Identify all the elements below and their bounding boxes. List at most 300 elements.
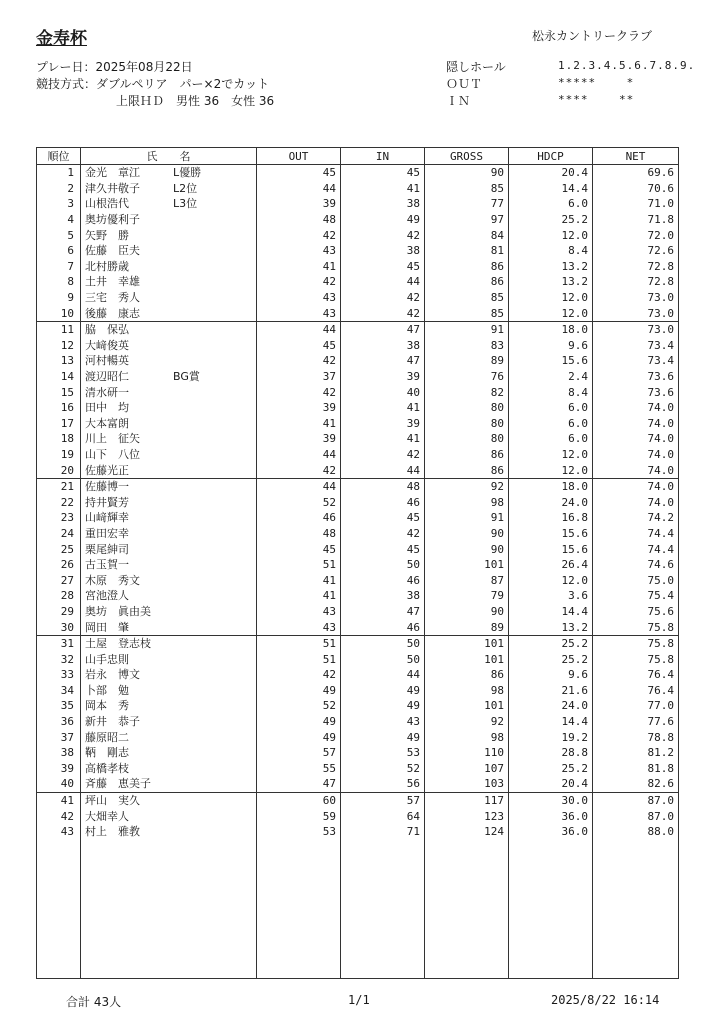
hdcp-cell: 12.0	[509, 290, 593, 306]
table-row	[37, 604, 679, 620]
out-cell: 39	[257, 196, 341, 212]
in-cell: 44	[341, 462, 425, 478]
name-cell	[81, 462, 257, 478]
out-cell: 45	[257, 165, 341, 181]
table-row	[37, 305, 679, 321]
table-row	[37, 259, 679, 275]
gross-cell: 80	[425, 416, 509, 432]
player-name: 大畑幸人	[85, 809, 129, 823]
in-cell: 41	[341, 431, 425, 447]
out-cell: 46	[257, 510, 341, 526]
hdcp-cell: 36.0	[509, 824, 593, 840]
player-name: 鞆 剛志	[85, 746, 129, 760]
empty-cell	[81, 840, 257, 979]
in-cell: 41	[341, 181, 425, 197]
table-row	[37, 400, 679, 416]
hdcp-cell: 12.0	[509, 227, 593, 243]
table-row	[37, 776, 679, 792]
in-cell: 44	[341, 667, 425, 683]
rank-cell: 21	[37, 478, 81, 494]
rank-cell: 23	[37, 510, 81, 526]
player-name: 後藤 康志	[85, 306, 140, 320]
player-name: 山手忠則	[85, 652, 129, 666]
net-cell: 75.8	[593, 635, 679, 651]
table-row	[37, 462, 679, 478]
name-cell	[81, 604, 257, 620]
hdcp-cell: 12.0	[509, 305, 593, 321]
player-name: 佐藤博一	[85, 480, 129, 494]
in-cell: 46	[341, 572, 425, 588]
in-cell: 47	[341, 604, 425, 620]
in-cell: 50	[341, 557, 425, 573]
hidden-holes-value: 1.2.3.4.5.6.7.8.9.	[558, 59, 696, 72]
rank-cell: 43	[37, 824, 81, 840]
gross-cell: 85	[425, 305, 509, 321]
gross-cell: 98	[425, 683, 509, 699]
out-cell: 52	[257, 494, 341, 510]
rank-cell: 22	[37, 494, 81, 510]
out-cell: 42	[257, 274, 341, 290]
gross-cell: 80	[425, 431, 509, 447]
gross-cell: 86	[425, 259, 509, 275]
name-cell	[81, 243, 257, 259]
out-cell: 45	[257, 541, 341, 557]
net-cell: 76.4	[593, 667, 679, 683]
rank-cell: 6	[37, 243, 81, 259]
name-cell	[81, 384, 257, 400]
hdcp-cell: 21.6	[509, 683, 593, 699]
hdcp-cell: 8.4	[509, 243, 593, 259]
rank-cell: 30	[37, 619, 81, 635]
rank-cell: 3	[37, 196, 81, 212]
table-row	[37, 181, 679, 197]
gross-cell: 101	[425, 698, 509, 714]
hidden-holes-label: 隠しホール	[446, 60, 506, 74]
in-cell: 42	[341, 290, 425, 306]
in-cell: 44	[341, 274, 425, 290]
gross-cell: 90	[425, 541, 509, 557]
player-name: 藤原昭二	[85, 730, 129, 744]
player-name: 岩永 博文	[85, 668, 140, 682]
table-row	[37, 557, 679, 573]
player-name: 栗尾紳司	[85, 542, 129, 556]
net-cell: 74.0	[593, 416, 679, 432]
rank-cell: 14	[37, 369, 81, 385]
table-row	[37, 196, 679, 212]
table-row	[37, 384, 679, 400]
name-cell	[81, 274, 257, 290]
in-cell: 42	[341, 305, 425, 321]
net-cell: 74.0	[593, 431, 679, 447]
net-cell: 73.4	[593, 353, 679, 369]
in-cell: 49	[341, 212, 425, 228]
hdcp-cell: 6.0	[509, 196, 593, 212]
empty-rows-area	[37, 840, 679, 979]
player-name: 土屋 登志枝	[85, 637, 151, 651]
rank-cell: 34	[37, 683, 81, 699]
col-header-in: IN	[341, 148, 425, 165]
gross-cell: 86	[425, 274, 509, 290]
award-label: L3位	[173, 197, 198, 211]
in-cell: 57	[341, 792, 425, 808]
out-cell: 44	[257, 478, 341, 494]
gross-cell: 92	[425, 714, 509, 730]
player-name: 河村暢英	[85, 354, 129, 368]
hdcp-cell: 12.0	[509, 462, 593, 478]
table-row	[37, 274, 679, 290]
net-cell: 72.8	[593, 274, 679, 290]
hdcp-cell: 12.0	[509, 572, 593, 588]
out-cell: 42	[257, 462, 341, 478]
out-cell: 37	[257, 369, 341, 385]
player-name: 村上 雅教	[85, 825, 140, 839]
table-row	[37, 227, 679, 243]
page-number: 1/1	[348, 993, 370, 1007]
net-cell: 75.4	[593, 588, 679, 604]
net-cell: 74.0	[593, 494, 679, 510]
hdcp-cell: 2.4	[509, 369, 593, 385]
table-row	[37, 165, 679, 181]
gross-cell: 85	[425, 181, 509, 197]
hdcp-cell: 24.0	[509, 698, 593, 714]
table-row	[37, 761, 679, 777]
out-cell: 44	[257, 321, 341, 337]
gross-cell: 89	[425, 619, 509, 635]
gross-cell: 91	[425, 510, 509, 526]
table-header-row	[37, 148, 679, 165]
out-cell: 49	[257, 729, 341, 745]
out-cell: 39	[257, 400, 341, 416]
rank-cell: 36	[37, 714, 81, 730]
rank-cell: 12	[37, 338, 81, 354]
hdcp-cell: 24.0	[509, 494, 593, 510]
empty-cell	[593, 840, 679, 979]
in-cell: 38	[341, 243, 425, 259]
hdcp-cell: 25.2	[509, 212, 593, 228]
net-cell: 75.8	[593, 619, 679, 635]
hdcp-cell: 13.2	[509, 274, 593, 290]
rank-cell: 42	[37, 808, 81, 824]
gross-cell: 92	[425, 478, 509, 494]
out-cell: 48	[257, 526, 341, 542]
out-cell: 43	[257, 619, 341, 635]
name-cell	[81, 776, 257, 792]
in-hidden-marks: **** **	[558, 93, 635, 106]
col-header-name: 氏 名	[81, 148, 257, 165]
name-cell	[81, 635, 257, 651]
hdcp-cell: 13.2	[509, 259, 593, 275]
hdcp-cell: 9.6	[509, 338, 593, 354]
table-row	[37, 792, 679, 808]
player-name: 北村勝歳	[85, 259, 129, 273]
hdcp-cell: 14.4	[509, 181, 593, 197]
name-cell	[81, 259, 257, 275]
in-cell: 50	[341, 651, 425, 667]
in-cell: 39	[341, 416, 425, 432]
net-cell: 82.6	[593, 776, 679, 792]
player-name: 山﨑輝幸	[85, 511, 129, 525]
rank-cell: 17	[37, 416, 81, 432]
out-cell: 42	[257, 227, 341, 243]
gross-cell: 86	[425, 667, 509, 683]
player-name: 卜部 勉	[85, 683, 129, 697]
net-cell: 77.6	[593, 714, 679, 730]
table-row	[37, 447, 679, 463]
rank-cell: 28	[37, 588, 81, 604]
out-hidden-marks: ***** *	[558, 76, 635, 89]
net-cell: 73.4	[593, 338, 679, 354]
hdcp-cell: 6.0	[509, 431, 593, 447]
player-name: 脇 保弘	[85, 323, 129, 337]
player-name: 津久井敬子	[85, 181, 140, 195]
hdcp-cell: 26.4	[509, 557, 593, 573]
net-cell: 78.8	[593, 729, 679, 745]
player-name: 清水研一	[85, 385, 129, 399]
hdcp-cell: 6.0	[509, 400, 593, 416]
hdcp-cell: 25.2	[509, 651, 593, 667]
player-name: 田中 均	[85, 401, 129, 415]
player-name: 渡辺昭仁	[85, 370, 129, 384]
gross-cell: 82	[425, 384, 509, 400]
hdcp-cell: 20.4	[509, 165, 593, 181]
rank-cell: 24	[37, 526, 81, 542]
rank-cell: 5	[37, 227, 81, 243]
name-cell	[81, 729, 257, 745]
rank-cell: 19	[37, 447, 81, 463]
out-cell: 51	[257, 651, 341, 667]
in-cell: 45	[341, 510, 425, 526]
net-cell: 71.0	[593, 196, 679, 212]
player-name: 高橋孝枝	[85, 761, 129, 775]
in-cell: 39	[341, 369, 425, 385]
gross-cell: 101	[425, 651, 509, 667]
table-row	[37, 416, 679, 432]
gross-cell: 79	[425, 588, 509, 604]
gross-cell: 90	[425, 165, 509, 181]
name-cell	[81, 572, 257, 588]
table-row	[37, 683, 679, 699]
rank-cell: 9	[37, 290, 81, 306]
net-cell: 74.0	[593, 478, 679, 494]
table-row	[37, 212, 679, 228]
net-cell: 72.6	[593, 243, 679, 259]
rank-cell: 31	[37, 635, 81, 651]
total-players: 合計 43人	[66, 995, 122, 1009]
out-cell: 41	[257, 572, 341, 588]
rank-cell: 33	[37, 667, 81, 683]
out-cell: 41	[257, 416, 341, 432]
net-cell: 74.2	[593, 510, 679, 526]
player-name: 大本富朗	[85, 416, 129, 430]
hdcp-cell: 3.6	[509, 588, 593, 604]
out-cell: 42	[257, 667, 341, 683]
name-cell	[81, 745, 257, 761]
award-label: BG賞	[173, 370, 200, 384]
hdcp-cell: 25.2	[509, 635, 593, 651]
hdcp-cell: 25.2	[509, 761, 593, 777]
table-row	[37, 651, 679, 667]
in-cell: 42	[341, 227, 425, 243]
in-cell: 41	[341, 400, 425, 416]
out-cell: 44	[257, 181, 341, 197]
rank-cell: 25	[37, 541, 81, 557]
gross-cell: 87	[425, 572, 509, 588]
name-cell	[81, 824, 257, 840]
net-cell: 73.6	[593, 369, 679, 385]
player-name: 山根浩代	[85, 197, 129, 211]
gross-cell: 98	[425, 494, 509, 510]
name-cell	[81, 338, 257, 354]
out-cell: 49	[257, 714, 341, 730]
hdcp-cell: 36.0	[509, 808, 593, 824]
rank-cell: 18	[37, 431, 81, 447]
out-cell: 42	[257, 353, 341, 369]
hdcp-cell: 15.6	[509, 526, 593, 542]
table-row	[37, 321, 679, 337]
out-cell: 44	[257, 447, 341, 463]
club-name: 松永カントリークラブ	[532, 29, 653, 43]
rank-cell: 10	[37, 305, 81, 321]
table-row	[37, 338, 679, 354]
table-row	[37, 431, 679, 447]
table-row	[37, 478, 679, 494]
col-header-hdcp: HDCP	[509, 148, 593, 165]
rank-cell: 4	[37, 212, 81, 228]
name-cell	[81, 619, 257, 635]
gross-cell: 80	[425, 400, 509, 416]
player-name: 土井 幸雄	[85, 275, 140, 289]
out-cell: 43	[257, 305, 341, 321]
play-date: プレー日：2025年08月22日	[36, 60, 193, 74]
net-cell: 74.6	[593, 557, 679, 573]
table-row	[37, 353, 679, 369]
hdcp-cell: 18.0	[509, 478, 593, 494]
gross-cell: 98	[425, 729, 509, 745]
name-cell	[81, 447, 257, 463]
out-cell: 45	[257, 338, 341, 354]
out-label: ＯＵＴ	[446, 77, 483, 91]
name-cell	[81, 181, 257, 197]
table-row	[37, 541, 679, 557]
hdcp-cell: 16.8	[509, 510, 593, 526]
hdcp-cell: 28.8	[509, 745, 593, 761]
net-cell: 74.0	[593, 400, 679, 416]
hdcp-cell: 14.4	[509, 714, 593, 730]
gross-cell: 86	[425, 447, 509, 463]
name-cell	[81, 227, 257, 243]
player-name: 佐藤 臣夫	[85, 244, 140, 258]
in-cell: 45	[341, 541, 425, 557]
rank-cell: 8	[37, 274, 81, 290]
name-cell	[81, 651, 257, 667]
in-label: ＩＮ	[446, 94, 471, 108]
gross-cell: 85	[425, 290, 509, 306]
player-name: 岡田 肇	[85, 620, 129, 634]
in-cell: 45	[341, 165, 425, 181]
rank-cell: 37	[37, 729, 81, 745]
table-row	[37, 808, 679, 824]
empty-cell	[37, 840, 81, 979]
out-cell: 43	[257, 290, 341, 306]
in-cell: 49	[341, 683, 425, 699]
gross-cell: 124	[425, 824, 509, 840]
in-cell: 52	[341, 761, 425, 777]
net-cell: 73.0	[593, 290, 679, 306]
net-cell: 70.6	[593, 181, 679, 197]
player-name: 三宅 秀人	[85, 291, 140, 305]
out-cell: 41	[257, 259, 341, 275]
net-cell: 81.8	[593, 761, 679, 777]
net-cell: 81.2	[593, 745, 679, 761]
net-cell: 74.4	[593, 541, 679, 557]
in-cell: 42	[341, 447, 425, 463]
award-label: L優勝	[173, 166, 202, 180]
table-row	[37, 526, 679, 542]
net-cell: 75.8	[593, 651, 679, 667]
player-name: 矢野 勝	[85, 228, 129, 242]
in-cell: 46	[341, 619, 425, 635]
player-name: 持井賢芳	[85, 495, 129, 509]
player-name: 川上 征矢	[85, 432, 140, 446]
net-cell: 72.0	[593, 227, 679, 243]
rank-cell: 7	[37, 259, 81, 275]
hdcp-cell: 30.0	[509, 792, 593, 808]
in-cell: 50	[341, 635, 425, 651]
rank-cell: 39	[37, 761, 81, 777]
gross-cell: 90	[425, 604, 509, 620]
rank-cell: 26	[37, 557, 81, 573]
net-cell: 73.0	[593, 321, 679, 337]
hdcp-cell: 14.4	[509, 604, 593, 620]
player-name: 大﨑俊英	[85, 338, 129, 352]
net-cell: 74.4	[593, 526, 679, 542]
empty-cell	[257, 840, 341, 979]
hdcp-cell: 12.0	[509, 447, 593, 463]
rank-cell: 32	[37, 651, 81, 667]
gross-cell: 110	[425, 745, 509, 761]
net-cell: 69.6	[593, 165, 679, 181]
hdcp-cell: 19.2	[509, 729, 593, 745]
in-cell: 43	[341, 714, 425, 730]
table-row	[37, 729, 679, 745]
out-cell: 52	[257, 698, 341, 714]
out-cell: 51	[257, 557, 341, 573]
results-table	[36, 147, 679, 979]
rank-cell: 2	[37, 181, 81, 197]
in-cell: 38	[341, 338, 425, 354]
table-row	[37, 698, 679, 714]
rank-cell: 1	[37, 165, 81, 181]
rank-cell: 41	[37, 792, 81, 808]
in-cell: 45	[341, 259, 425, 275]
player-name: 金光 章江	[85, 166, 140, 180]
col-header-net: NET	[593, 148, 679, 165]
hdcp-cell: 18.0	[509, 321, 593, 337]
name-cell	[81, 196, 257, 212]
rank-cell: 16	[37, 400, 81, 416]
table-row	[37, 824, 679, 840]
name-cell	[81, 808, 257, 824]
net-cell: 72.8	[593, 259, 679, 275]
player-name: 坪山 実久	[85, 794, 140, 808]
table-row	[37, 714, 679, 730]
award-label: L2位	[173, 181, 198, 195]
name-cell	[81, 369, 257, 385]
gross-cell: 84	[425, 227, 509, 243]
name-cell	[81, 478, 257, 494]
net-cell: 73.6	[593, 384, 679, 400]
name-cell	[81, 667, 257, 683]
